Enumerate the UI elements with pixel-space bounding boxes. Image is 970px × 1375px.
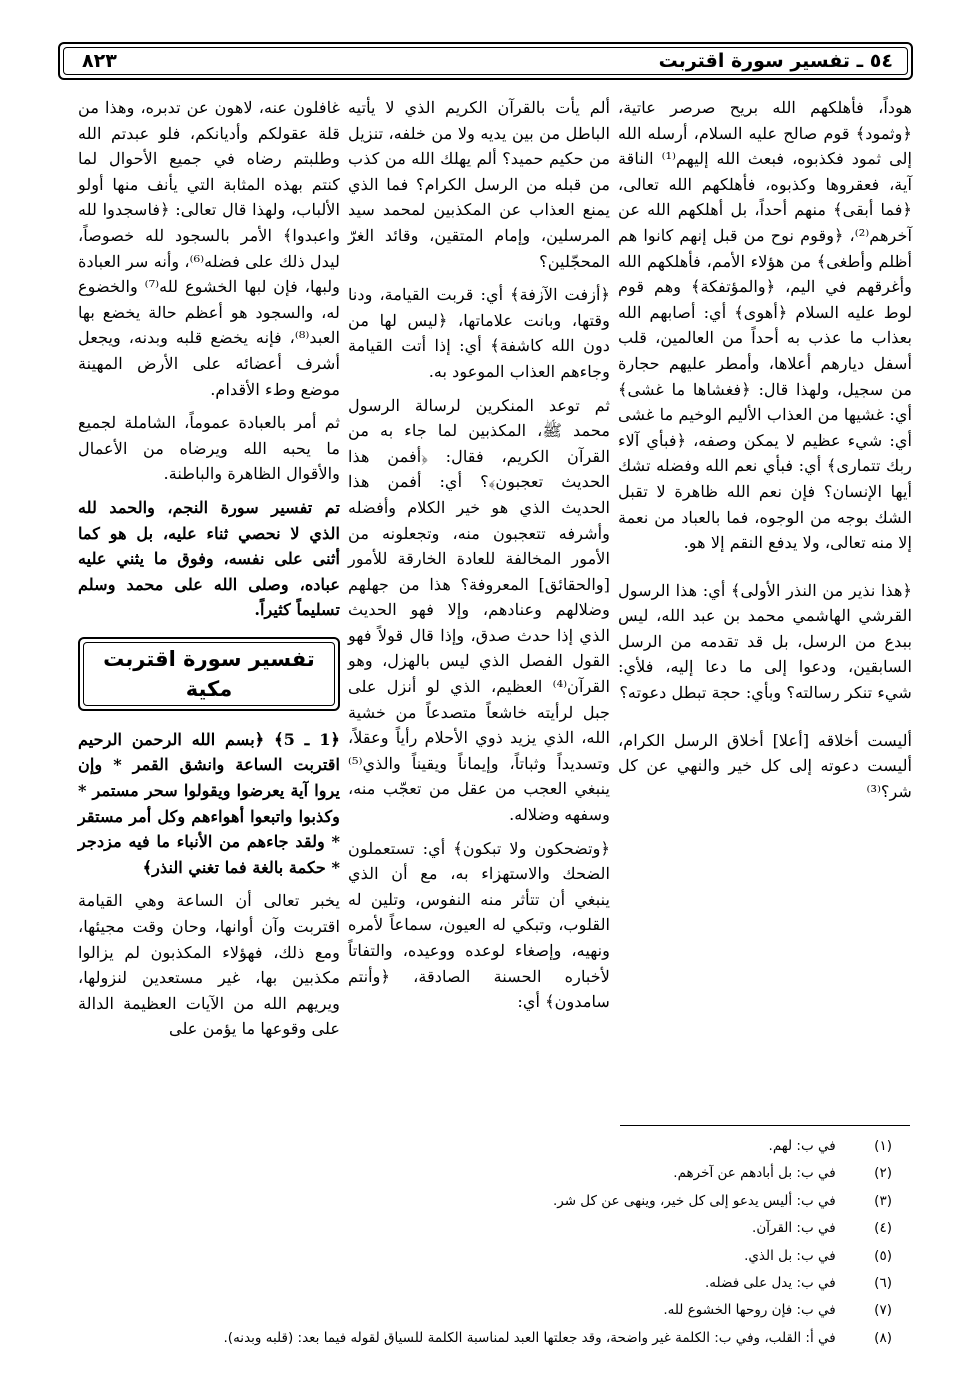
running-header <box>58 42 913 80</box>
surah-title: تفسير سورة اقتربت <box>103 646 315 671</box>
closing-paragraph: تم تفسير سورة النجم، والحمد لله الذي لا نحصي ثناء عليه، بل هو كما أثنى على نفسه، وفوق ما يثني عليه عباده، وصلى الله على محمد وسلم تسليماً كثيراً. <box>78 497 340 620</box>
footnote-divider <box>620 1125 910 1126</box>
verses-paragraph: ﴿1 ـ 5﴾ ﴿بسم الله الرحمن الرحيم اقتربت الساعة وانشق القمر * وإن يروا آية يعرضوا ويقولوا سحر مستمر * وكذبوا واتبعوا أهواءهم وكل أمر مستقر * ولقد جاءهم من الأنباء ما فيه مزدجر * حكمة بالغة فما تغني النذر﴾ <box>78 729 340 877</box>
footnote <box>72 1270 892 1297</box>
footnote-number: (٧) <box>874 1302 892 1319</box>
footnote <box>72 1215 892 1242</box>
text-column-middle <box>348 95 610 1023</box>
paragraph: هوداً، فأهلكهم الله بريح صرصر عاتية، ﴿وثمود﴾ قوم صالح عليه السلام، أرسله الله إلى ثمود فكذبوه، فبعث الله إليهم⁽¹⁾ الناقة آية، فعقروها وكذبوه، فأهلكهم الله تعالى، ﴿فما أبقى﴾ منهم أحداً، بل أهلكهم الله عن آخرهم⁽²⁾، ﴿وقوم نوح من قبل إنهم كانوا هم أظلم وأطغى﴾ من هؤلاء الأمم، فأهلكهم الله وأغرقهم في اليم، ﴿والمؤتفكة﴾ وهم قوم لوط عليه السلام ﴿أهوى﴾ أي: أصابهم الله بعذاب ما عذب به أحداً من العالمين، قلب أسفل ديارهم أعلاها، وأمطر عليهم حجارة من سجيل، ولهذا قال: ﴿فغشاها ما غشى﴾ أي: غشيها من العذاب الأليم الوخيم ما غشى أي: شيء عظيم لا يمكن وصفه، ﴿فبأي آلاء ربك تتمارى﴾ أي: فبأي نعم الله وفضله تشك أيها الإنسان؟ فإن نعم الله ظاهرة لا تقبل الشك بوجه من الوجوه، فما بالعباد من نعمة إلا منه تعالى، ولا يدفع النقم إلا هو. <box>618 98 912 553</box>
footnote <box>72 1133 892 1160</box>
footnote <box>72 1160 892 1187</box>
footnote <box>72 1297 892 1324</box>
footnote-text: في ب: لهم. <box>768 1138 836 1154</box>
footnote-number: (٥) <box>874 1247 892 1264</box>
header-title: ٥٤ ـ تفسير سورة اقتربت <box>658 50 893 72</box>
surah-title-box <box>78 637 340 711</box>
footnote-text: في أ: القلب، وفي ب: الكلمة غير واضحة، وقد جعلتها العبد لمناسبة الكلمة للسياق لقوله فيما بعد: (قلبه وبدنه). <box>223 1329 836 1346</box>
paragraph: ﴿هذا نذير من النذر الأولى﴾ أي: هذا الرسول القرشي الهاشمي محمد بن عبد الله، ليس ببدع من الرسل، بل قد تقدمه من الرسل السابقين، ودعوا إلى ما دعا إليه، فلأي: شيء تنكر رسالته؟ وبأي: حجة تبطل دعوته؟ <box>618 580 912 703</box>
paragraph: يخبر تعالى أن الساعة وهي القيامة اقتربت وآن أوانها، وحان وقت مجيئها، ومع ذلك، فهؤلاء المكذبون لم يزالوا مكذبين بها، غير مستعدين لنزولها، ويريهم الله من الآيات العظيمة الدالة على وقوعها ما يؤمن على <box>78 891 340 1039</box>
paragraph: ثم توعد المنكرين لرسالة الرسول محمد ﷺ، المكذبين لما جاء به من القرآن الكريم، فقال: ﴿أفمن هذا الحديث تعجبون﴾؟ أي: أفمن هذا الحديث الذي هو خير الكلام وأفضله وأشرفه تتعجبون منه، وتجعلونه من الأمور المخالفة للعادة الخارقة للأمور [والحقائق] المعروفة؟ هذا من جهلهم وضلالهم وعنادهم، وإلا فهو الحديث الذي إذا حدث صدق، وإذا قال قولاً فهو القول الفصل الذي ليس بالهزل، وهو القرآن⁽⁴⁾ العظيم، الذي لو أنزل على جبل لرأيته خاشعاً متصدعاً من خشية الله، الذي يزيد ذوي الأحلام رأياً وعقلاً، وتسديداً وثباتاً، وإيماناً ويقيناً والذي⁽⁵⁾ ينبغي العجب من عقل من تعجّب منه، وسفهه وضلاله. <box>348 395 610 825</box>
footnote-number: (٤) <box>874 1220 892 1237</box>
footnote-text: في ب: بل الذي. <box>744 1247 836 1264</box>
footnote <box>72 1188 892 1215</box>
paragraph: ﴿أزفت الآزفة﴾ أي: قربت القيامة، ودنا وقتها، وبانت علاماتها، ﴿ليس لها من دون الله كاشفة﴾ أي: إذا أتت القيامة وجاءهم العذاب الموعود به. <box>348 285 610 381</box>
paragraph: ثم أمر بالعبادة عموماً، الشاملة لجميع ما يحبه الله ويرضاه من الأعمال والأقوال الظاهرة والباطنة. <box>78 413 340 484</box>
text-column-left <box>78 95 340 1050</box>
footnote-text: في ب: القرآن. <box>752 1220 836 1237</box>
footnote <box>72 1243 892 1270</box>
paragraph: أليست أخلاقه [أعلا] أخلاق الرسل الكرام، أليست دعوته إلى كل خير والنهي عن كل شر؟⁽³⁾ <box>618 730 912 801</box>
footnote-text: في ب: أليس يدعو إلى كل خير، وينهى عن كل شر. <box>552 1192 836 1209</box>
footnote-number: (٣) <box>874 1192 892 1209</box>
page-number: ٨٢٣ <box>82 50 117 72</box>
paragraph: ﴿وتضحكون ولا تبكون﴾ أي: تستعملون الضحك والاستهزاء به، مع أن الذي ينبغي أن تتأثر منه النفوس، وتلين له القلوب، وتبكي له العيون، سماعاً لأمره ونهيه، وإصغاء لوعده ووعيده، والتفاتاً لأخباره الحسنة الصادقة، ﴿وأنتم سامدون﴾ أي: <box>348 838 610 1012</box>
paragraph: ألم يأت بالقرآن الكريم الذي لا يأتيه الباطل من بين يديه ولا من خلفه، تنزيل من حكيم حميد؟ ألم يهلك الله من كذب من قبله من الرسل الكرام؟ فما الذي يمنع العذاب عن المكذبين لمحمد سيد المرسلين، وإمام المتقين، وقائد الغرّ المحجّلين؟ <box>348 98 610 271</box>
footnote-number: (١) <box>874 1138 892 1154</box>
footnote-text: في ب: فإن روحها الخشوع لله. <box>663 1302 836 1319</box>
footnote-number: (٢) <box>874 1165 892 1182</box>
footnote <box>72 1325 892 1352</box>
footnote-number: (٦) <box>874 1274 892 1291</box>
footnote-text: في ب: بل أبادهم عن آخرهم. <box>673 1165 836 1182</box>
footnote-number: (٨) <box>874 1329 892 1346</box>
footnotes <box>72 1133 892 1352</box>
surah-type: مكية <box>185 676 233 701</box>
text-column-right <box>618 95 912 812</box>
paragraph: غافلون عنه، لاهون عن تدبره، وهذا من قلة عقولكم وأديانكم، فلو عبدتم الله وطلبتم رضاه في جميع الأحوال لما كنتم بهذه المثابة التي يأنف منها أولو الألباب، ولهذا قال تعالى: ﴿فاسجدوا لله واعبدوا﴾ الأمر بالسجود لله خصوصاً، ليدل ذلك على فضله⁽⁶⁾، وأنه سر العبادة ولبها، فإن لبها الخشوع لله⁽⁷⁾ والخضوع له، والسجود هو أعظم حالة يخضع بها العبد⁽⁸⁾، فإنه يخضع قلبه وبدنه، ويجعل أشرف أعضائه على الأرض المهينة موضع وطء الأقدام. <box>78 98 340 399</box>
footnote-text: في ب: يدل على فضله. <box>704 1274 836 1291</box>
